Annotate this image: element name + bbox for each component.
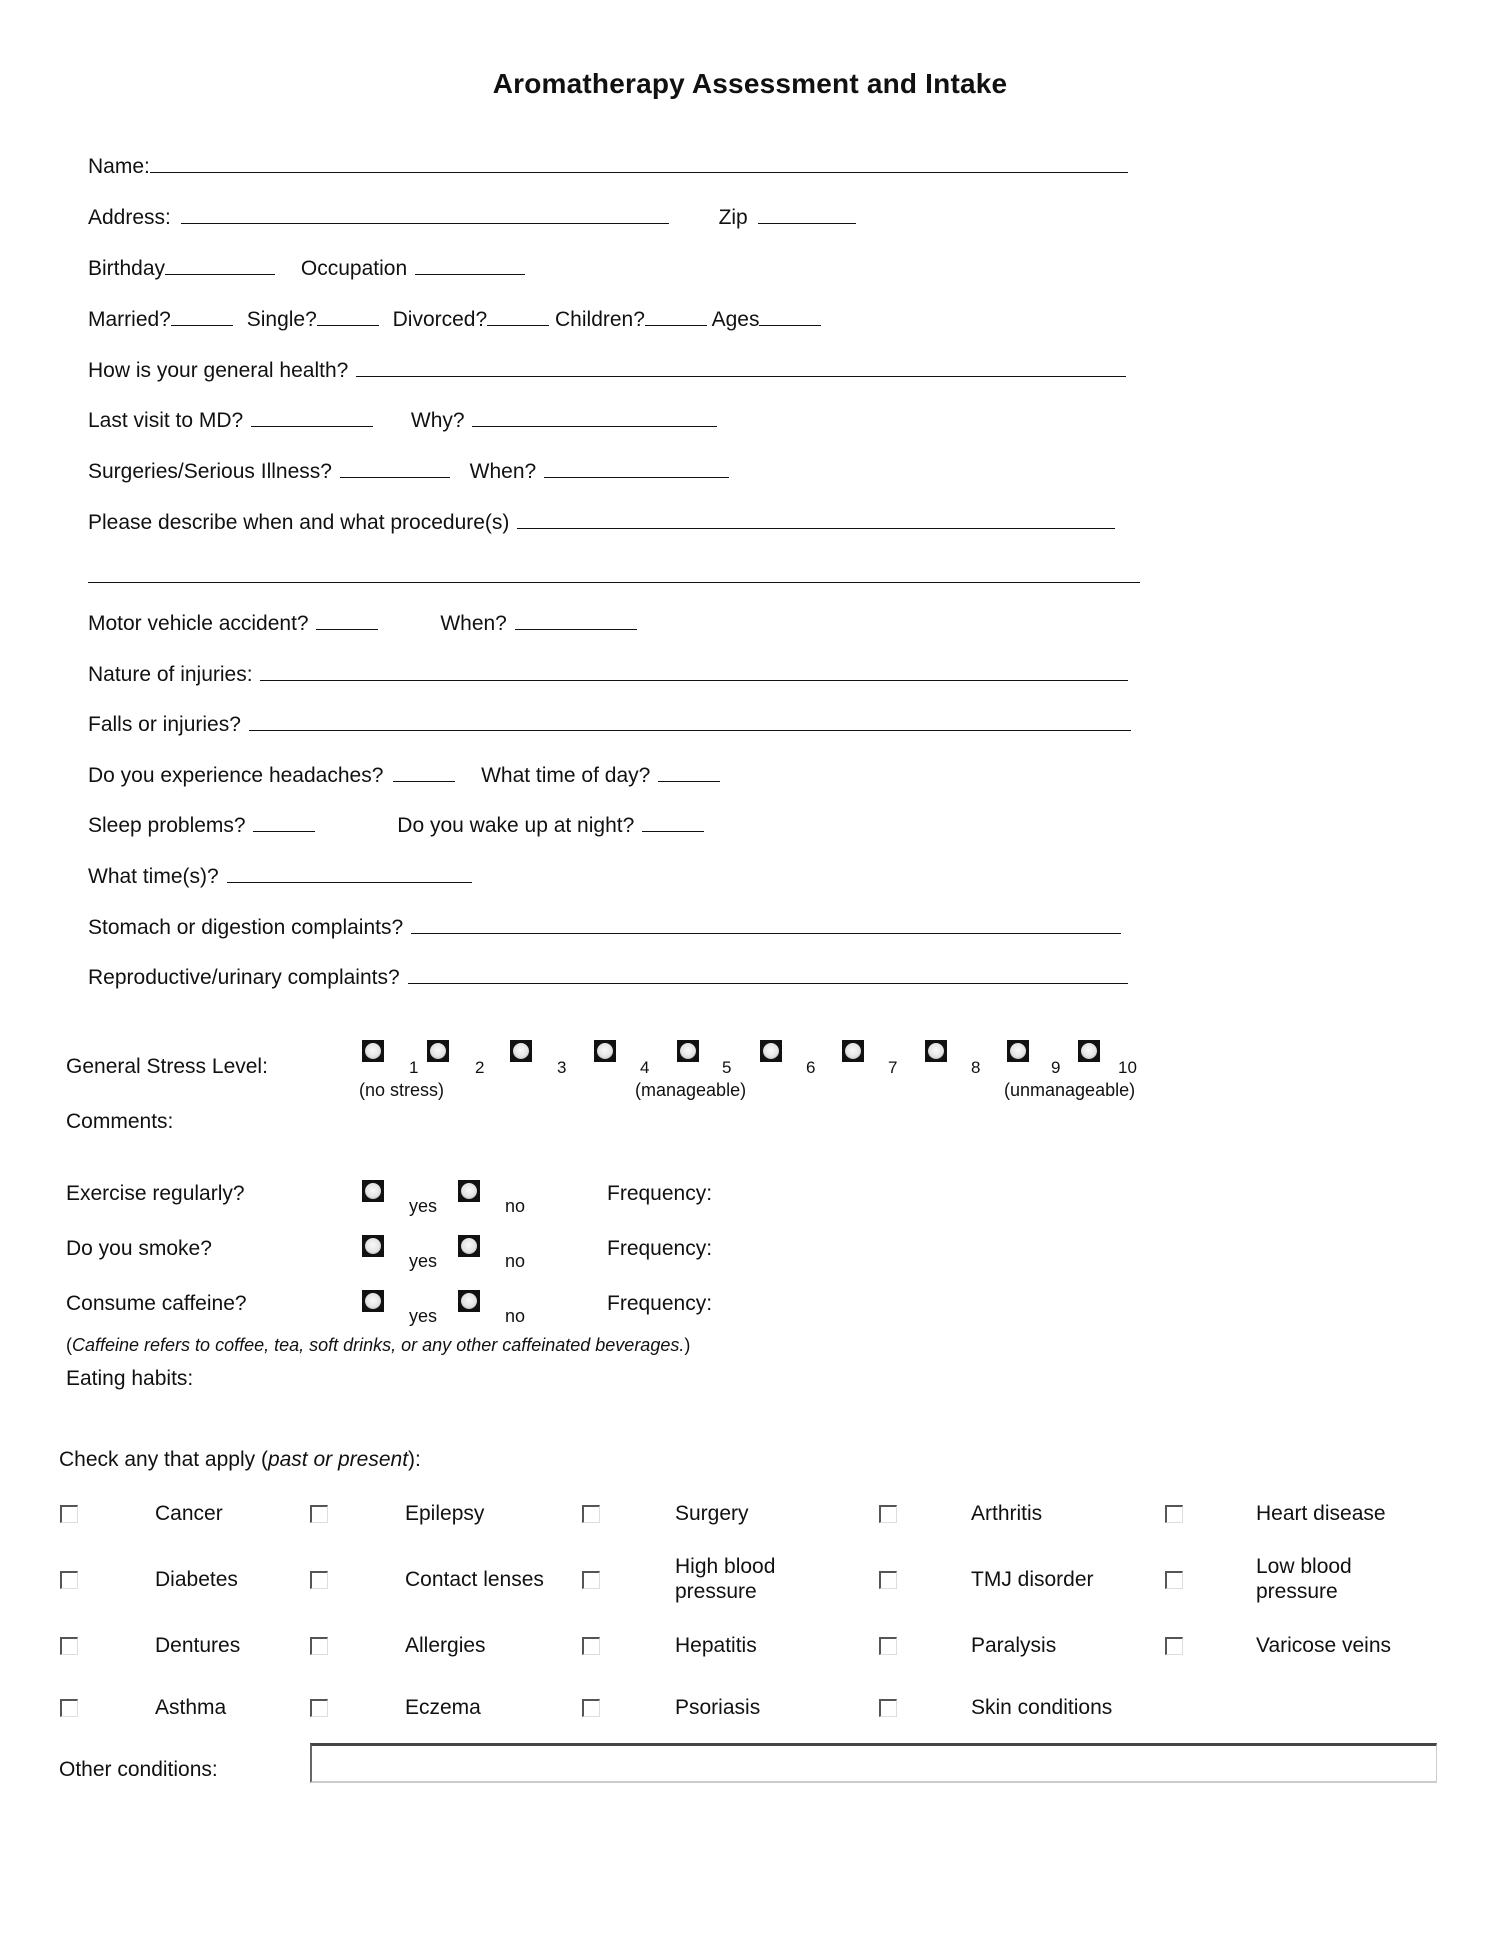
falls-row (88, 710, 1131, 738)
surgeries-label: Surgeries/Serious Illness? (88, 460, 332, 483)
condition-diabetes: Diabetes (155, 1568, 238, 1591)
stress-radio-6[interactable] (760, 1040, 782, 1062)
stress-mid-label: (manageable) (635, 1080, 747, 1100)
smoke-no-label: no (505, 1251, 526, 1271)
address-field[interactable] (181, 203, 669, 224)
checkbox-skin-conditions[interactable] (879, 1699, 897, 1717)
checkbox-varicose-veins[interactable] (1165, 1637, 1183, 1655)
conditions-heading-italic: past or present (267, 1448, 409, 1471)
condition-allergies: Allergies (405, 1634, 486, 1657)
stress-radio-7[interactable] (842, 1040, 864, 1062)
surgeries-when-field[interactable] (544, 457, 729, 478)
exercise-no-label: no (505, 1196, 526, 1216)
general-health-label: How is your general health? (88, 359, 349, 382)
falls-field[interactable] (249, 710, 1131, 731)
children-field[interactable] (645, 305, 707, 326)
sleep-row (88, 811, 704, 839)
condition-asthma: Asthma (155, 1696, 227, 1719)
divorced-field[interactable] (487, 305, 549, 326)
falls-label: Falls or injuries? (88, 713, 241, 736)
stress-num-3: 3 (557, 1058, 567, 1077)
children-label: Children? (555, 308, 645, 331)
checkbox-psoriasis[interactable] (582, 1699, 600, 1717)
stress-num-4: 4 (640, 1058, 650, 1077)
checkbox-high-blood-pressure[interactable] (582, 1571, 600, 1589)
other-conditions-input[interactable] (310, 1743, 1437, 1783)
caffeine-no-radio[interactable] (458, 1290, 480, 1312)
time-of-day-field[interactable] (658, 761, 720, 782)
stress-num-5: 5 (722, 1058, 732, 1077)
wake-night-label: Do you wake up at night? (397, 814, 635, 837)
stress-num-6: 6 (806, 1058, 816, 1077)
reproductive-row (88, 963, 1128, 991)
caffeine-no-label: no (505, 1306, 526, 1326)
single-field[interactable] (317, 305, 379, 326)
single-label: Single? (246, 308, 317, 331)
nature-row (88, 660, 1128, 688)
checkbox-low-blood-pressure[interactable] (1165, 1571, 1183, 1589)
condition-cancer: Cancer (155, 1502, 223, 1525)
stress-num-9: 9 (1051, 1058, 1061, 1077)
what-times-label: What time(s)? (88, 865, 219, 888)
condition-arthritis: Arthritis (971, 1502, 1043, 1525)
checkbox-hepatitis[interactable] (582, 1637, 600, 1655)
zip-label: Zip (718, 206, 748, 229)
zip-field[interactable] (758, 203, 856, 224)
stress-radio-9[interactable] (1007, 1040, 1029, 1062)
condition-low-blood-pressure: Low blood pressure (1256, 1555, 1352, 1603)
nature-injuries-field[interactable] (260, 660, 1128, 681)
stress-num-10: 10 (1118, 1058, 1137, 1077)
checkbox-arthritis[interactable] (879, 1505, 897, 1523)
stress-label: General Stress Level: (66, 1055, 268, 1078)
describe-procedures-field[interactable] (517, 508, 1115, 529)
stress-radio-3[interactable] (510, 1040, 532, 1062)
smoke-yes-label: yes (409, 1251, 438, 1271)
last-visit-md-label: Last visit to MD? (88, 409, 244, 432)
address-label: Address: (88, 206, 171, 229)
ages-field[interactable] (759, 305, 821, 326)
marital-row (88, 305, 821, 333)
checkbox-heart-disease[interactable] (1165, 1505, 1183, 1523)
address-row (88, 203, 856, 231)
condition-skin-conditions: Skin conditions (971, 1696, 1113, 1719)
stress-num-2: 2 (475, 1058, 485, 1077)
stress-num-8: 8 (971, 1058, 981, 1077)
condition-hepatitis: Hepatitis (675, 1634, 757, 1657)
motor-vehicle-label: Motor vehicle accident? (88, 612, 309, 635)
health-row (88, 356, 1126, 384)
checkbox-tmj-disorder[interactable] (879, 1571, 897, 1589)
general-health-field[interactable] (356, 356, 1126, 377)
condition-varicose-veins: Varicose veins (1256, 1634, 1392, 1657)
headaches-row (88, 761, 720, 789)
name-row (88, 152, 1128, 180)
stress-radio-5[interactable] (677, 1040, 699, 1062)
exercise-frequency-label: Frequency: (607, 1182, 713, 1205)
stress-radio-2[interactable] (427, 1040, 449, 1062)
what-times-field[interactable] (227, 862, 472, 883)
checkbox-eczema[interactable] (310, 1699, 328, 1717)
describe-procedures-field-line2[interactable] (88, 582, 1140, 583)
last-visit-md-field[interactable] (251, 406, 373, 427)
procedures-row (88, 508, 1115, 536)
birthday-field[interactable] (165, 254, 275, 275)
caffeine-note-text: Caffeine refers to coffee, tea, soft drinks, or any other caffeinated beverages. (72, 1335, 685, 1355)
conditions-heading-suffix: ): (408, 1448, 421, 1471)
stomach-field[interactable] (411, 913, 1121, 934)
reproductive-field[interactable] (408, 963, 1128, 984)
stress-num-1: 1 (409, 1058, 419, 1077)
smoke-no-radio[interactable] (458, 1235, 480, 1257)
checkbox-cancer[interactable] (60, 1505, 78, 1523)
motor-when-field[interactable] (515, 609, 637, 630)
why-label: Why? (410, 409, 465, 432)
form-title: Aromatherapy Assessment and Intake (492, 68, 1008, 99)
comments-label: Comments: (66, 1110, 174, 1133)
why-field[interactable] (472, 406, 717, 427)
time-of-day-label: What time of day? (481, 764, 651, 787)
md-visit-row (88, 406, 717, 434)
stress-radio-1[interactable] (362, 1040, 384, 1062)
surgeries-row (88, 457, 729, 485)
caffeine-yes-radio[interactable] (362, 1290, 384, 1312)
sleep-problems-label: Sleep problems? (88, 814, 246, 837)
condition-paralysis: Paralysis (971, 1634, 1057, 1657)
condition-contact-lenses: Contact lenses (405, 1568, 544, 1591)
married-label: Married? (88, 308, 171, 331)
caffeine-frequency-label: Frequency: (607, 1292, 713, 1315)
caffeine-note-open: ( (66, 1335, 72, 1355)
birthday-row (88, 254, 525, 282)
checkbox-asthma[interactable] (60, 1699, 78, 1717)
sleep-problems-field[interactable] (253, 811, 315, 832)
caffeine-label: Consume caffeine? (66, 1292, 247, 1315)
condition-eczema: Eczema (405, 1696, 481, 1719)
describe-procedures-label: Please describe when and what procedure(s) (88, 511, 510, 534)
checkbox-epilepsy[interactable] (310, 1505, 328, 1523)
exercise-yes-radio[interactable] (362, 1180, 384, 1202)
nature-injuries-label: Nature of injuries: (88, 663, 253, 686)
married-field[interactable] (171, 305, 233, 326)
checkbox-dentures[interactable] (60, 1637, 78, 1655)
name-field[interactable] (150, 152, 1128, 173)
stress-num-7: 7 (888, 1058, 898, 1077)
condition-heart-disease: Heart disease (1256, 1502, 1386, 1525)
stomach-row (88, 913, 1121, 941)
occupation-field[interactable] (415, 254, 525, 275)
checkbox-contact-lenses[interactable] (310, 1571, 328, 1589)
motor-vehicle-field[interactable] (316, 609, 378, 630)
motor-row (88, 609, 637, 637)
condition-tmj-disorder: TMJ disorder (971, 1568, 1094, 1591)
motor-when-label: When? (440, 612, 507, 635)
wake-night-field[interactable] (642, 811, 704, 832)
headaches-label: Do you experience headaches? (88, 764, 384, 787)
checkbox-surgery[interactable] (582, 1505, 600, 1523)
caffeine-note (66, 1335, 690, 1356)
stress-radio-10[interactable] (1078, 1040, 1100, 1062)
stress-radio-8[interactable] (925, 1040, 947, 1062)
condition-epilepsy: Epilepsy (405, 1502, 485, 1525)
checkbox-diabetes[interactable] (60, 1571, 78, 1589)
stomach-label: Stomach or digestion complaints? (88, 916, 404, 939)
reproductive-label: Reproductive/urinary complaints? (88, 966, 400, 989)
other-conditions-label: Other conditions: (59, 1758, 218, 1781)
smoke-yes-radio[interactable] (362, 1235, 384, 1257)
surgeries-field[interactable] (340, 457, 450, 478)
exercise-no-radio[interactable] (458, 1180, 480, 1202)
surgeries-when-label: When? (469, 460, 537, 483)
exercise-yes-label: yes (409, 1196, 438, 1216)
birthday-label: Birthday (88, 257, 166, 280)
condition-dentures: Dentures (155, 1634, 241, 1657)
stress-radio-4[interactable] (594, 1040, 616, 1062)
stress-low-label: (no stress) (359, 1080, 445, 1100)
eating-habits-label: Eating habits: (66, 1367, 194, 1390)
conditions-heading-prefix: Check any that apply ( (59, 1448, 268, 1471)
conditions-heading (59, 1447, 421, 1473)
caffeine-yes-label: yes (409, 1306, 438, 1326)
name-label: Name: (88, 155, 150, 178)
condition-psoriasis: Psoriasis (675, 1696, 761, 1719)
condition-surgery: Surgery (675, 1502, 749, 1525)
headaches-field[interactable] (393, 761, 455, 782)
smoke-label: Do you smoke? (66, 1237, 212, 1260)
ages-label: Ages (711, 308, 760, 331)
exercise-label: Exercise regularly? (66, 1182, 245, 1205)
condition-high-blood-pressure: High blood pressure (675, 1555, 776, 1603)
caffeine-note-close: ) (684, 1335, 691, 1355)
divorced-label: Divorced? (392, 308, 488, 331)
times-row (88, 862, 472, 890)
checkbox-allergies[interactable] (310, 1637, 328, 1655)
smoke-frequency-label: Frequency: (607, 1237, 713, 1260)
checkbox-paralysis[interactable] (879, 1637, 897, 1655)
stress-high-label: (unmanageable) (1004, 1080, 1136, 1100)
occupation-label: Occupation (300, 257, 408, 280)
